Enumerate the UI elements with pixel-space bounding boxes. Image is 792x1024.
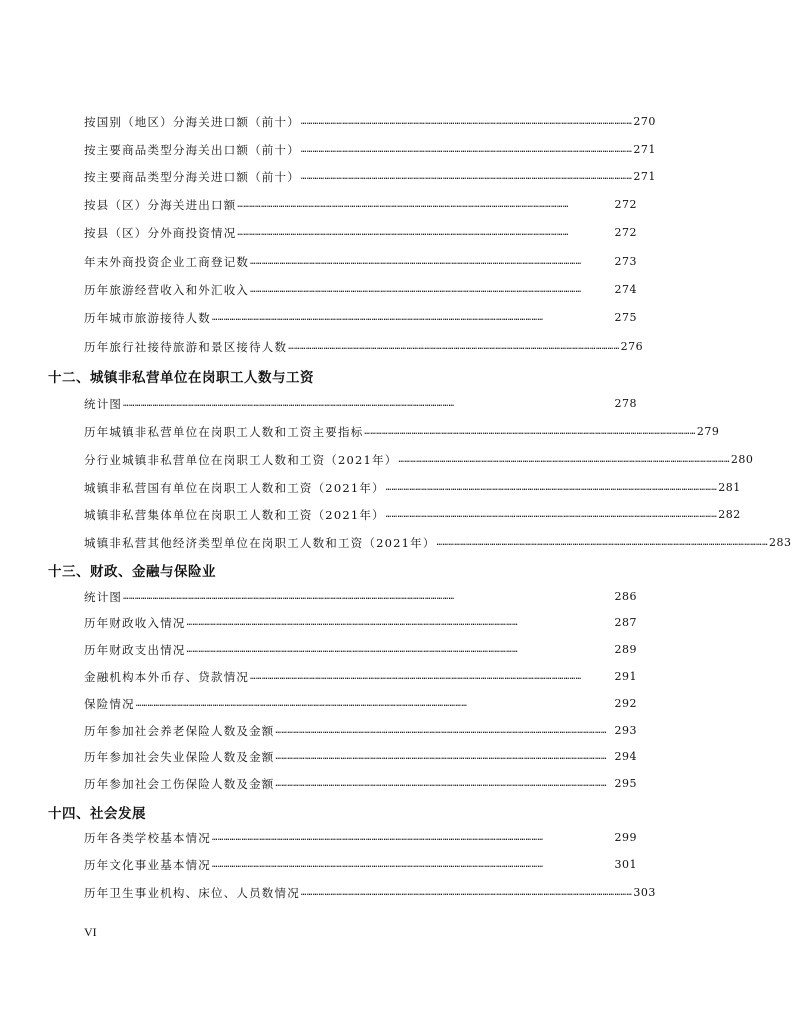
toc-entry-title: 历年参加社会养老保险人数及金额 — [84, 724, 275, 738]
toc-entry-title: 历年卫生事业机构、床位、人员数情况 — [84, 886, 300, 900]
toc-entry-page: 271 — [633, 143, 656, 156]
toc-entry-page: 303 — [633, 886, 656, 899]
toc-entry-title: 分行业城镇非私营单位在岗职工人数和工资（2021年） — [84, 453, 398, 467]
toc-entry[interactable] — [84, 281, 637, 299]
toc-entry[interactable] — [84, 641, 637, 659]
toc-entry-page: 278 — [614, 397, 637, 410]
dot-leader: …………………………………………………………………………………………………………………………………………………… — [300, 117, 633, 127]
dot-leader: …………………………………………………………………………………………………………………………………………………… — [123, 399, 455, 409]
toc-entry-page: 270 — [633, 115, 656, 128]
dot-leader: …………………………………………………………………………………………………………………………………………………… — [186, 618, 519, 628]
toc-entry[interactable] — [84, 253, 637, 271]
toc-entry[interactable] — [84, 395, 637, 413]
toc-entry-page: 286 — [614, 590, 637, 603]
toc-entry[interactable] — [84, 856, 637, 874]
toc-entry-title: 历年参加社会失业保险人数及金额 — [84, 750, 275, 764]
toc-entry[interactable] — [84, 113, 656, 131]
toc-entry-title: 保险情况 — [84, 697, 135, 711]
toc-entry-title: 金融机构本外币存、贷款情况 — [84, 670, 250, 684]
toc-entry-page: 289 — [614, 643, 637, 656]
toc-entry-page: 279 — [696, 425, 720, 438]
toc-entry[interactable] — [84, 695, 637, 713]
dot-leader: …………………………………………………………………………………………………………………………………………………… — [212, 860, 544, 870]
dot-leader: …………………………………………………………………………………………………………………………………………………… — [398, 455, 730, 465]
dot-leader: …………………………………………………………………………………………………………………………………………………… — [250, 257, 582, 267]
section-heading-14[interactable]: 十四、社会发展 — [48, 806, 146, 822]
toc-entry-title: 按县（区）分外商投资情况 — [84, 226, 237, 240]
toc-entry-page: 294 — [614, 750, 637, 763]
dot-leader: …………………………………………………………………………………………………………………………………………………… — [385, 510, 718, 520]
toc-entry-title: 按主要商品类型分海关出口额（前十） — [84, 143, 300, 157]
toc-entry-title: 历年旅行社接待旅游和景区接待人数 — [84, 340, 288, 354]
toc-entry-page: 280 — [730, 453, 754, 466]
toc-entry-title: 按县（区）分海关进出口额 — [84, 198, 237, 212]
toc-entry-title: 按主要商品类型分海关进口额（前十） — [84, 170, 300, 184]
dot-leader: …………………………………………………………………………………………………………………………………………………… — [237, 200, 569, 210]
dot-leader: …………………………………………………………………………………………………………………………………………………… — [212, 833, 544, 843]
dot-leader: …………………………………………………………………………………………………………………………………………………… — [436, 538, 769, 548]
toc-entry-title: 统计图 — [84, 590, 123, 604]
dot-leader: …………………………………………………………………………………………………………………………………………………… — [385, 483, 718, 493]
dot-leader: …………………………………………………………………………………………………………………………………………………… — [212, 313, 544, 323]
dot-leader: …………………………………………………………………………………………………………………………………………………… — [123, 592, 455, 602]
toc-entry-page: 281 — [718, 481, 741, 494]
toc-entry-title: 城镇非私营国有单位在岗职工人数和工资（2021年） — [84, 481, 385, 495]
toc-entry[interactable] — [84, 423, 720, 441]
toc-entry-title: 历年参加社会工伤保险人数及金额 — [84, 777, 275, 791]
toc-entry-page: 282 — [718, 508, 741, 521]
toc-entry-page: 272 — [614, 226, 637, 239]
toc-entry[interactable] — [84, 829, 637, 847]
toc-entry[interactable] — [84, 588, 637, 606]
dot-leader: …………………………………………………………………………………………………………………………………………………… — [300, 172, 633, 182]
toc-entry-page: 292 — [614, 697, 637, 710]
toc-entry[interactable] — [84, 168, 656, 186]
dot-leader: …………………………………………………………………………………………………………………………………………………… — [250, 285, 582, 295]
section-heading-12[interactable]: 十二、城镇非私营单位在岗职工人数与工资 — [48, 370, 314, 386]
toc-entry[interactable] — [84, 748, 637, 766]
toc-entry-title: 历年城镇非私营单位在岗职工人数和工资主要指标 — [84, 425, 364, 439]
page-number-footer: VI — [84, 925, 97, 939]
toc-entry-page: 272 — [614, 198, 637, 211]
toc-entry-page: 299 — [614, 831, 637, 844]
toc-entry-title: 城镇非私营集体单位在岗职工人数和工资（2021年） — [84, 508, 385, 522]
toc-entry[interactable] — [84, 506, 741, 524]
toc-entry-page: 275 — [614, 311, 637, 324]
toc-entry[interactable] — [84, 722, 637, 740]
dot-leader: …………………………………………………………………………………………………………………………………………………… — [300, 145, 633, 155]
toc-entry-page: 271 — [633, 170, 656, 183]
toc-entry-page: 293 — [614, 724, 637, 737]
toc-entry[interactable] — [84, 775, 637, 793]
toc-entry[interactable] — [84, 884, 656, 902]
dot-leader: …………………………………………………………………………………………………………………………………………………… — [237, 228, 569, 238]
dot-leader: …………………………………………………………………………………………………………………………………………………… — [135, 699, 468, 709]
toc-entry-title: 历年财政支出情况 — [84, 643, 186, 657]
toc-entry[interactable] — [84, 224, 637, 242]
dot-leader: …………………………………………………………………………………………………………………………………………………… — [275, 726, 607, 736]
toc-entry[interactable] — [84, 309, 637, 327]
toc-entry[interactable] — [84, 668, 637, 686]
toc-entry[interactable] — [84, 451, 754, 469]
toc-entry-page: 295 — [614, 777, 637, 790]
dot-leader: …………………………………………………………………………………………………………………………………………………… — [275, 779, 607, 789]
toc-entry-page: 283 — [769, 536, 792, 549]
toc-entry-page: 274 — [614, 283, 637, 296]
toc-entry-title: 年末外商投资企业工商登记数 — [84, 255, 250, 269]
toc-entry-title: 城镇非私营其他经济类型单位在岗职工人数和工资（2021年） — [84, 536, 436, 550]
toc-entry-page: 287 — [614, 616, 637, 629]
toc-entry[interactable] — [84, 614, 637, 632]
toc-entry-page: 301 — [614, 858, 637, 871]
dot-leader: …………………………………………………………………………………………………………………………………………………… — [288, 342, 620, 352]
toc-entry[interactable] — [84, 479, 741, 497]
dot-leader: …………………………………………………………………………………………………………………………………………………… — [186, 645, 519, 655]
toc-entry-page: 273 — [614, 255, 637, 268]
toc-entry[interactable] — [84, 196, 637, 214]
dot-leader: …………………………………………………………………………………………………………………………………………………… — [364, 427, 696, 437]
toc-entry[interactable] — [84, 338, 644, 356]
toc-entry-title: 历年各类学校基本情况 — [84, 831, 211, 845]
dot-leader: …………………………………………………………………………………………………………………………………………………… — [275, 752, 607, 762]
dot-leader: …………………………………………………………………………………………………………………………………………………… — [250, 672, 582, 682]
section-heading-13[interactable]: 十三、财政、金融与保险业 — [48, 564, 216, 580]
toc-entry[interactable] — [84, 141, 656, 159]
toc-entry-title: 历年旅游经营收入和外汇收入 — [84, 283, 250, 297]
toc-entry-title: 历年文化事业基本情况 — [84, 858, 211, 872]
toc-entry-title: 按国别（地区）分海关进口额（前十） — [84, 115, 300, 129]
toc-entry-title: 统计图 — [84, 397, 123, 411]
toc-entry-page: 291 — [614, 670, 637, 683]
toc-entry[interactable] — [84, 534, 792, 552]
dot-leader: …………………………………………………………………………………………………………………………………………………… — [300, 888, 633, 898]
toc-entry-title: 历年城市旅游接待人数 — [84, 311, 211, 325]
toc-entry-title: 历年财政收入情况 — [84, 616, 186, 630]
toc-entry-page: 276 — [620, 340, 644, 353]
